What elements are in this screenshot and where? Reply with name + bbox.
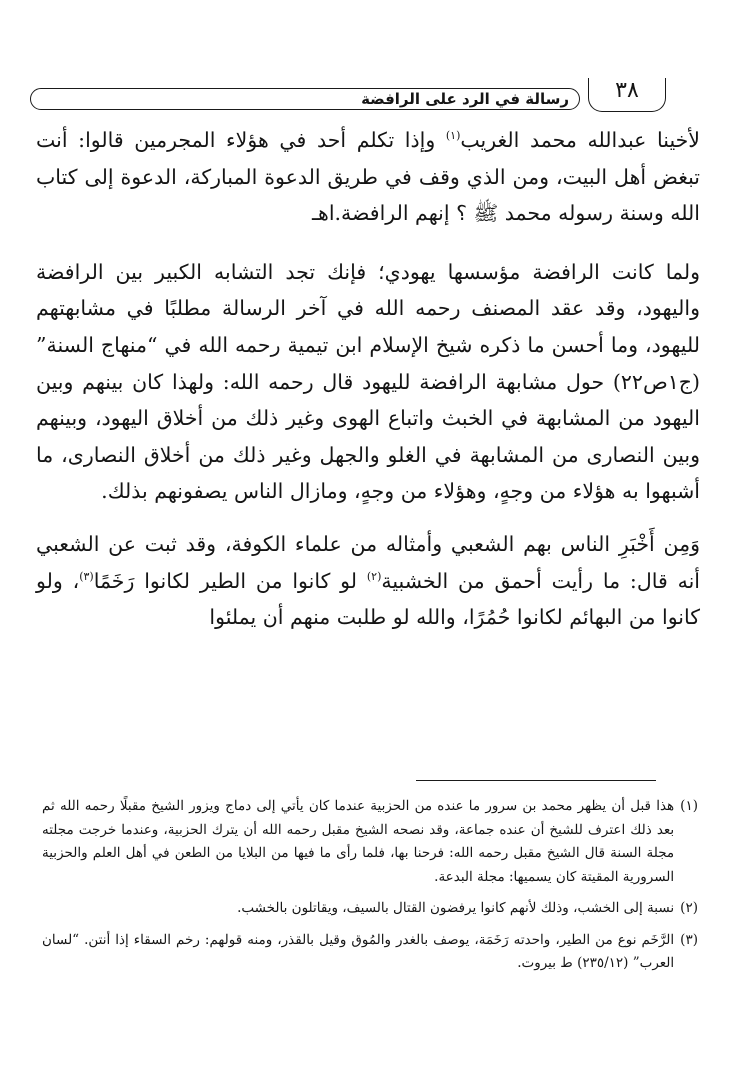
page-header <box>30 78 666 114</box>
paragraph-1 <box>36 122 700 232</box>
footnote-ref-3: (٣) <box>79 569 94 583</box>
footnote-text: نسبة إلى الخشب، وذلك لأنهم كانوا يرفضون القتال بالسيف، ويقاتلون بالخشب. <box>237 900 675 916</box>
footnote-2 <box>42 897 698 921</box>
paragraph-3 <box>36 526 700 636</box>
footnote-number: (٢) <box>680 900 698 916</box>
paragraph-2: ولما كانت الرافضة مؤسسها يهودي؛ فإنك تجد التشابه الكبير بين الرافضة واليهود، وقد عقد المصنف رحمه الله في آخر الرسالة مطلبًا في مشابهتهم لليهود، وما أحسن ما ذكره شيخ الإسلام ابن تيمية رحمه الله في “منهاج السنة” (ج١ص٢٢) حول مشابهة الرافضة لليهود قال رحمه الله: ولهذا كان بينهم وبين اليهود من المشابهة في الخبث واتباع الهوى وغير ذلك من أخلاق اليهود، وبينهم وبين النصارى من المشابهة في الغلو والجهل وغير ذلك من أخلاق النصارى، ما أشبهوا به هؤلاء من وجهٍ، وهؤلاء من وجهٍ، ومازال الناس يصفونهم بذلك. <box>36 259 700 504</box>
paragraph-3-part-1: وَمِن أَخْبَرِ الناس بهم الشعبي وأمثاله من علماء الكوفة، وقد ثبت عن الشعبي أنه قال: ما رأيت أحمق من الخشبية <box>36 531 700 593</box>
paragraph-1-part-2: وإذا تكلم أحد في هؤلاء المجرمين قالوا: أنت تبغض أهل البيت، ومن الذي وقف في طريق الدعوة المباركة، الدعوة إلى كتاب الله وسنة رسوله محمد ﷺ ؟ إنهم الرافضة.اهـ <box>36 128 700 226</box>
footnotes <box>42 795 698 984</box>
footnote-3 <box>42 929 698 976</box>
page-number-box <box>588 78 666 112</box>
page-number: ٣٨ <box>615 78 639 103</box>
footnote-1 <box>42 795 698 889</box>
running-title-box <box>30 88 580 110</box>
main-text <box>36 122 700 636</box>
footnote-text: الرَّخَم نوع من الطير، واحدته رَخَمَة، يوصف بالغدر والمُوق وقيل بالقذر، ومنه قولهم: رخم السقاء إذا أنتن. “لسان العرب” (٢٣٥/١٢) ط بيروت. <box>42 931 675 971</box>
paragraph-1-part-1: لأخينا عبدالله محمد الغريب <box>460 128 700 152</box>
footnote-ref-2: (٢) <box>366 569 382 583</box>
footnote-number: (٣) <box>680 931 698 948</box>
footnote-ref-1: (١) <box>445 129 461 143</box>
paragraph-3-part-2: لو كانوا من الطير لكانوا رَخَمًا <box>93 568 367 593</box>
footnote-text: هذا قبل أن يظهر محمد بن سرور ما عنده من الحزبية عندما كان يأتي إلى دماج ويزور الشيخ مقبلًا رحمه الله ثم بعد ذلك اعترف للشيخ أن عنده جماعة، وقد نصحه الشيخ مقبل رحمه الله أن يترك الحزبية، وعندما خرجت مجلته مجلة السنة قال الشيخ مقبل رحمه الله: فرحنا بها، فلما رأى ما فيها من البلايا من الطعن في أهل العلم والحزبية السرورية المقيتة كان يسميها: مجلة البدعة. <box>42 798 675 885</box>
paragraph-3-part-3: ، ولو كانوا من البهائم لكانوا حُمُرًا، والله لو طلبت منهم أن يملئوا <box>36 568 700 630</box>
footnote-number: (١) <box>680 798 698 814</box>
footnote-divider <box>416 780 656 781</box>
running-title: رسالة في الرد على الرافضة <box>361 90 569 108</box>
